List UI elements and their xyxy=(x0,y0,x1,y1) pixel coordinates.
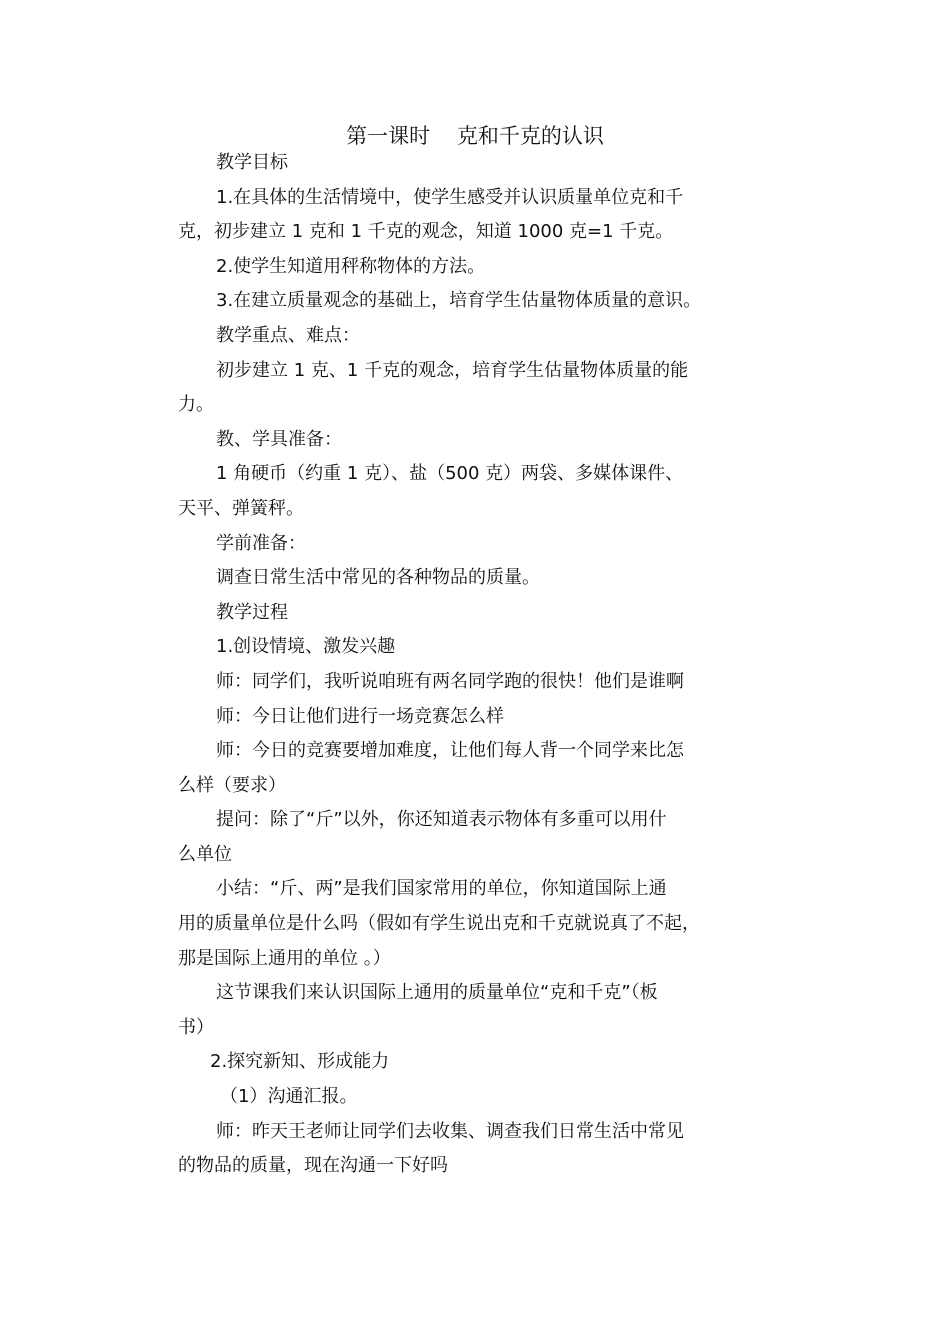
lesson-intro xyxy=(178,976,738,1045)
step-1-heading: 1.创设情境、激发兴趣 xyxy=(216,636,396,658)
step-2-sub: （1）沟通汇报。 xyxy=(220,1086,358,1108)
lesson-intro-line2: 书） xyxy=(178,1016,214,1038)
objective-3: 3.在建立质量观念的基础上，培育学生估量物体质量的意识。 xyxy=(216,290,702,312)
dialog-3 xyxy=(178,734,738,803)
materials xyxy=(178,457,738,526)
summary-line2: 用的质量单位是什么吗（假如有学生说出克和千克就说真了不起， xyxy=(178,913,700,935)
summary-line3: 那是国际上通用的单位 。） xyxy=(178,947,391,969)
dialog-4-line1: 师：昨天王老师让同学们去收集、调查我们日常生活中常见 xyxy=(216,1120,684,1142)
objectives-heading: 教学目标 xyxy=(216,152,288,173)
dialog-4-line2: 的物品的质量，现在沟通一下好吗 xyxy=(178,1155,448,1177)
document-title: 第一课时 克和千克的认识 xyxy=(346,124,604,148)
document-body xyxy=(178,146,738,1184)
materials-line1: 1 角硬币（约重 1 克）、盐（500 克）两袋、多媒体课件、 xyxy=(216,463,684,485)
objective-1-line1: 1.在具体的生活情境中，使学生感受并认识质量单位克和千 xyxy=(216,186,684,208)
question-line1: 提问：除了“斤”以外，你还知道表示物体有多重可以用什 xyxy=(216,809,667,831)
objective-2: 2.使学生知道用秤称物体的方法。 xyxy=(216,255,486,277)
dialog-2: 师：今日让他们进行一场竞赛怎么样 xyxy=(216,705,504,727)
lesson-intro-line1: 这节课我们来认识国际上通用的质量单位“克和千克”（板 xyxy=(216,982,658,1004)
materials-line2: 天平、弹簧秤。 xyxy=(178,497,304,519)
step-2-heading: 2.探究新知、形成能力 xyxy=(210,1051,390,1073)
question xyxy=(178,803,738,872)
dialog-4 xyxy=(178,1115,738,1184)
dialog-1: 师：同学们，我听说咱班有两名同学跑的很快！他们是谁啊 xyxy=(216,670,684,692)
objective-1 xyxy=(178,181,738,250)
prestudy-heading: 学前准备： xyxy=(216,532,306,554)
key-points-heading: 教学重点、难点： xyxy=(216,324,360,346)
question-line2: 么单位 xyxy=(178,843,232,865)
dialog-3-line2: 么样（要求） xyxy=(178,774,286,796)
summary xyxy=(178,872,738,976)
summary-line1: 小结：“斤、两”是我们国家常用的单位，你知道国际上通 xyxy=(216,878,667,900)
prestudy-text: 调查日常生活中常见的各种物品的质量。 xyxy=(216,567,540,589)
materials-heading: 教、学具准备： xyxy=(216,428,342,450)
key-points-line1: 初步建立 1 克、1 千克的观念，培育学生估量物体质量的能 xyxy=(216,359,689,381)
objective-1-line2: 克，初步建立 1 克和 1 千克的观念，知道 1000 克=1 千克。 xyxy=(178,221,674,243)
key-points xyxy=(178,354,738,423)
key-points-line2: 力。 xyxy=(178,394,214,416)
dialog-3-line1: 师：今日的竞赛要增加难度，让他们每人背一个同学来比怎 xyxy=(216,740,684,762)
process-heading: 教学过程 xyxy=(216,601,288,623)
